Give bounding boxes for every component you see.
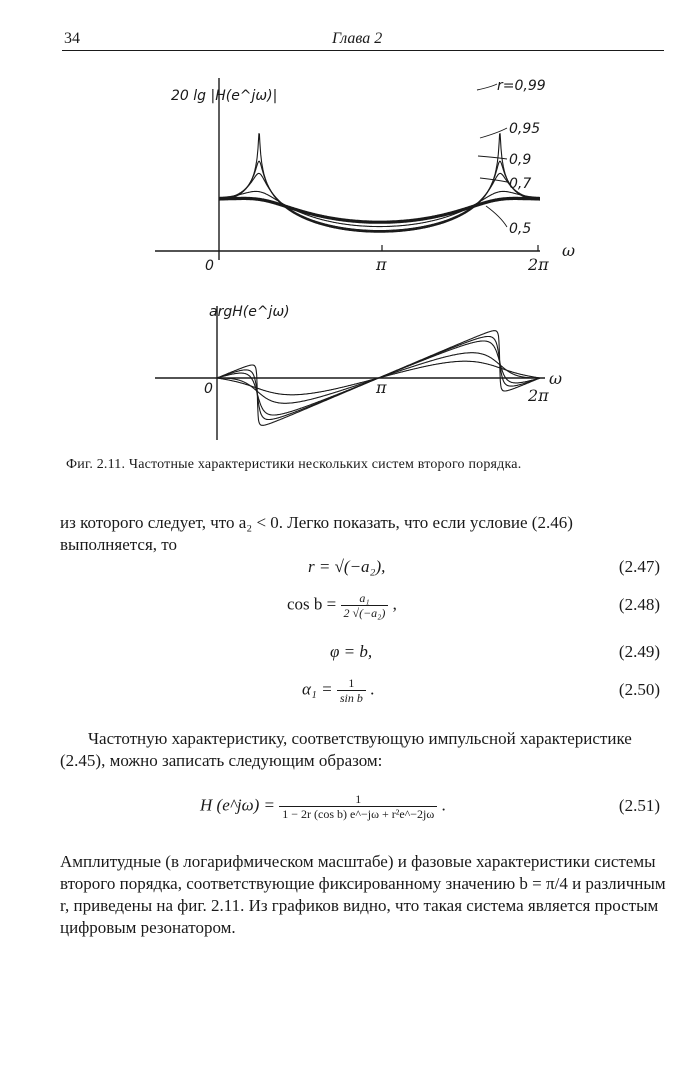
equation-2-50-tail: . xyxy=(370,679,375,699)
magnitude-x-label: ω xyxy=(562,241,576,260)
curve-label-05: 0,5 xyxy=(509,221,532,237)
curve-label-r-099: r=0,99 xyxy=(497,78,546,94)
equation-2-48-lhs: cos b = xyxy=(287,594,337,614)
phase-x-label: ω xyxy=(549,369,563,388)
equation-2-49-body: φ = b, xyxy=(330,642,373,661)
chapter-running-head: Глава 2 xyxy=(332,30,383,47)
equation-2-51-numerator: 1 xyxy=(279,792,437,807)
equation-2-48-numerator: a₁ xyxy=(341,591,389,606)
curve-label-leader-4 xyxy=(486,206,507,227)
magnitude-tick-label-pi: π xyxy=(376,255,387,274)
magnitude-tick-label-2pi: 2π xyxy=(528,255,549,274)
phase-tick-label-2pi: 2π xyxy=(528,386,549,405)
curve-label-leader-1 xyxy=(480,128,507,138)
equation-2-48-number: (2.48) xyxy=(618,595,660,614)
equation-2-50-denominator: sin b xyxy=(339,691,363,705)
phase-plot xyxy=(155,304,562,440)
magnitude-y-label: 20 lg |H(e^jω)| xyxy=(171,88,278,104)
equation-2-48-fraction xyxy=(341,591,389,620)
equation-2-48-denominator: 2 √(−a₂) xyxy=(343,606,386,620)
phase-tick-label-0: 0 xyxy=(204,381,213,397)
equation-2-47 xyxy=(0,557,700,587)
equation-2-51-fraction xyxy=(279,792,437,821)
equation-2-47-body: r = √(−a₂), xyxy=(308,557,386,576)
curve-label-09: 0,9 xyxy=(509,152,532,168)
magnitude-tick-label-0: 0 xyxy=(205,258,214,274)
curve-label-leader-0 xyxy=(477,84,497,90)
equation-2-50-numerator: 1 xyxy=(337,676,366,691)
equation-2-51-lhs: H (e^jω) = xyxy=(200,795,276,815)
equation-2-50 xyxy=(0,676,700,710)
magnitude-curves xyxy=(219,134,540,232)
curve-label-095: 0,95 xyxy=(509,121,541,137)
equation-2-48 xyxy=(0,591,700,625)
phase-y-label: argH(e^jω) xyxy=(209,304,290,320)
paragraph-2: Частотную характеристику, соответствующую импульсной характеристике (2.45), можно записать следующим образом: xyxy=(60,729,632,770)
magnitude-plot xyxy=(155,78,575,274)
equation-2-51-tail: . xyxy=(441,795,446,815)
equation-2-49-number: (2.49) xyxy=(618,642,660,661)
equation-2-51-number: (2.51) xyxy=(618,796,660,815)
page-header xyxy=(62,28,664,51)
equation-2-50-lhs: α₁ = xyxy=(302,679,333,699)
equation-2-48-tail: , xyxy=(392,594,397,614)
equation-2-51 xyxy=(0,792,700,826)
equation-2-50-fraction xyxy=(337,676,366,705)
equation-2-47-number: (2.47) xyxy=(618,557,660,576)
curve-label-leader-2 xyxy=(478,156,507,159)
curve-label-leaders xyxy=(477,84,507,227)
paragraph-3: Амплитудные (в логарифмическом масштабе) и фазовые характеристики системы второго порядка, соответствующие фиксированному значению b = π/4 и различным r, приведены на фиг. 2.11. Из графиков видно, что такая система является простым цифровым резонатором. xyxy=(60,852,666,937)
page-number: 34 xyxy=(64,30,80,47)
figure-caption: Фиг. 2.11. Частотные характеристики нескольких систем второго порядка. xyxy=(66,457,522,472)
phase-tick-label-pi: π xyxy=(376,378,387,397)
equation-2-50-number: (2.50) xyxy=(618,680,660,699)
equation-2-51-denominator: 1 − 2r (cos b) e^−jω + r²e^−2jω xyxy=(282,807,435,821)
figure-2-11 xyxy=(0,60,700,450)
curve-label-07: 0,7 xyxy=(509,176,532,192)
equation-2-49 xyxy=(0,642,700,672)
paragraph-1: из которого следует, что a₂ < 0. Легко показать, что если условие (2.46) выполняется, то xyxy=(60,513,573,554)
